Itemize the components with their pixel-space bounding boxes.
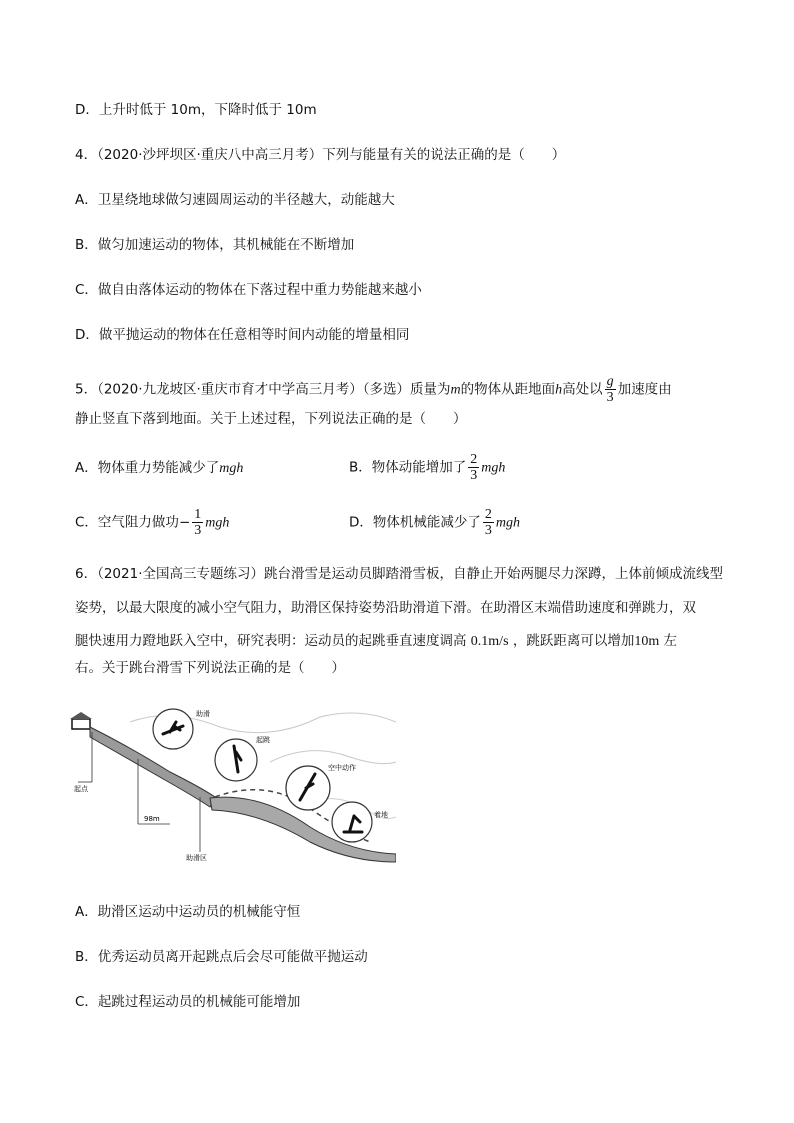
fraction-2-over-3-d: $\frac{2}{3}$	[484, 507, 492, 538]
q5-stem-a: 5．（2020·九龙坡区·重庆市育才中学高三月考）（多选）质量为	[75, 381, 451, 398]
q4-option-c: C．做自由落体运动的物体在下落过程中重力势能越来越小	[75, 282, 422, 298]
q5-stem-c: 高处以	[562, 381, 603, 398]
q6-line2: 姿势，以最大限度的减小空气阻力，助滑区保持姿势沿助滑道下滑。在助滑区末端借助速度和弹跳力，双	[75, 600, 696, 616]
q5-option-a-text: A．物体重力势能减少了	[75, 460, 220, 476]
q4-option-b: B．做匀加速运动的物体，其机械能在不断增加	[75, 237, 355, 253]
label-qitiao: 起跳	[256, 736, 270, 744]
q5-option-row1	[75, 459, 243, 478]
label-zone: 助滑区	[186, 854, 207, 862]
q6-option-b: B．优秀运动员离开起跳点后会尽可能做平抛运动	[75, 949, 368, 965]
q6-option-c: C．起跳过程运动员的机械能可能增加	[75, 994, 301, 1010]
q6-line4: 右。关于跳台滑雪下列说法正确的是（ ）	[75, 660, 345, 676]
label-zhuhua: 助滑	[196, 710, 210, 718]
ski-jump-figure	[70, 702, 396, 868]
q5-stem-b: 的物体从距地面	[460, 381, 556, 398]
q4-stem: 4．（2020·沙坪坝区·重庆八中高三月考）下列与能量有关的说法正确的是（ ）	[75, 147, 566, 163]
fraction-1-over-3: $\frac{1}{3}$	[194, 507, 202, 538]
label-height: 98m	[144, 815, 160, 823]
q6-option-a: A．助滑区运动中运动员的机械能守恒	[75, 904, 301, 920]
fraction-g-over-3: $\frac{g}{3}$	[606, 374, 614, 405]
label-kongzhong: 空中动作	[328, 764, 356, 772]
q5-option-b: B．物体动能增加了 $\frac{2}{3}$ mgh	[349, 452, 506, 483]
q5-stem-line1	[75, 374, 672, 405]
q5-stem-line2: 静止竖直下落到地面。关于上述过程，下列说法正确的是（ ）	[75, 411, 467, 427]
q6-line3: 腿快速用力蹬地跃入空中，研究表明：运动员的起跳垂直速度调高 0.1m/s ，跳跃距离可以增加10m 左	[75, 633, 678, 649]
label-qidian: 起点	[74, 785, 88, 793]
q5-stem-d: 加速度由	[617, 381, 672, 398]
q4-option-d: D．做平抛运动的物体在任意相等时间内动能的增量相同	[75, 327, 410, 343]
q5-option-c: C．空气阻力做功− $\frac{1}{3}$ mgh	[75, 507, 230, 538]
q5-option-a-math: mgh	[219, 461, 244, 476]
q3-option-d: D．上升时低于 10m，下降时低于 10m	[75, 102, 317, 118]
q5-option-d: D．物体机械能减少了 $\frac{2}{3}$ mgh	[349, 507, 521, 538]
q4-option-a: A．卫星绕地球做匀速圆周运动的半径越大，动能越大	[75, 192, 395, 208]
var-h: h	[555, 382, 563, 398]
fraction-2-over-3: $\frac{2}{3}$	[470, 452, 478, 483]
var-m: m	[450, 382, 461, 398]
q6-line1: 6．（2021·全国高三专题练习）跳台滑雪是运动员脚踏滑雪板，自静止开始两腿尽力深蹲，上体前倾成流线型	[75, 566, 723, 582]
label-zhuodi: 着地	[374, 811, 388, 819]
start-house-icon	[72, 719, 90, 729]
